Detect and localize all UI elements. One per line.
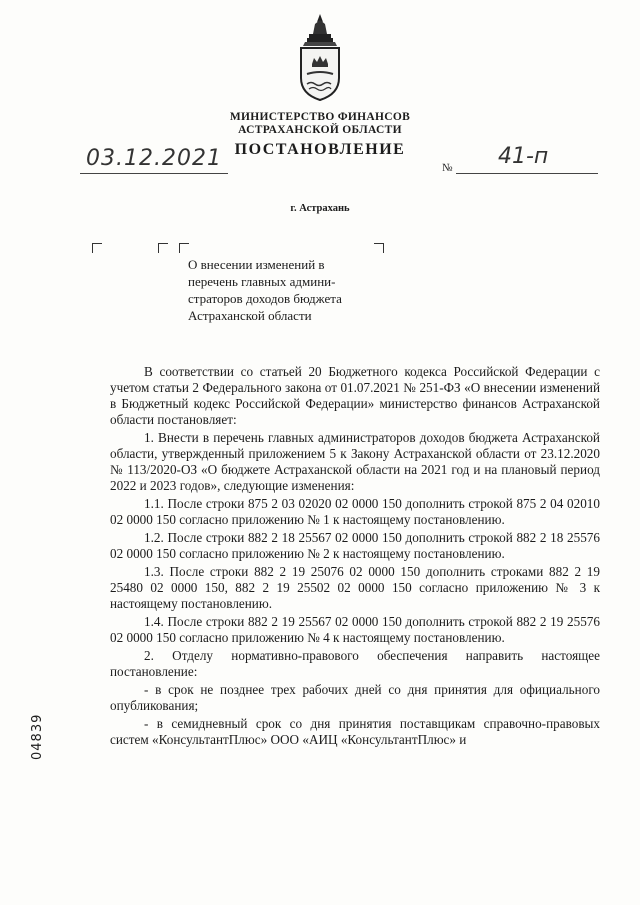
number-sign: № <box>442 162 453 174</box>
document-body <box>110 364 600 750</box>
corner-mark <box>179 243 189 253</box>
body-paragraph: 2. Отделу нормативно-правового обеспечения направить настоящее постановление: <box>110 648 600 679</box>
body-paragraph: В соответствии со статьей 20 Бюджетного кодекса Российской Федерации с учетом статьи 2 Федерального закона от 01.07.2021 № 251-ФЗ «О внесении изменений в Бюджетный кодекс Российской Федерации» министерство финансов Астраханской области постановляет: <box>110 364 600 427</box>
body-paragraph: 1.4. После строки 882 2 19 25567 02 0000 150 дополнить строкой 882 2 19 25576 02 0000 150 согласно приложению № 4 к настоящему постановлению. <box>110 614 600 645</box>
ministry-name-line1: МИНИСТЕРСТВО ФИНАНСОВ <box>229 111 411 123</box>
body-paragraph: - в срок не позднее трех рабочих дней со дня принятия для официального опубликования; <box>110 682 600 713</box>
document-subject <box>188 256 370 324</box>
number-underline <box>456 173 598 174</box>
corner-mark <box>92 243 102 253</box>
corner-mark <box>374 243 384 253</box>
subject-line: перечень главных админи- <box>188 274 336 289</box>
city-label: г. Астрахань <box>290 203 350 214</box>
corner-mark <box>158 243 168 253</box>
body-paragraph: - в семидневный срок со дня принятия поставщикам справочно-правовых систем «КонсультантПлюс» ООО «АИЦ «КонсультантПлюс» и <box>110 716 600 747</box>
astrakhan-coat-of-arms-icon <box>285 12 355 102</box>
margin-registration-number: 04839 <box>30 713 45 760</box>
body-paragraph: 1.2. После строки 882 2 18 25567 02 0000 150 дополнить строкой 882 2 18 25576 02 0000 150 согласно приложению № 2 к настоящему постановлению. <box>110 530 600 561</box>
subject-line: О внесении изменений в <box>188 257 325 272</box>
subject-line: страторов доходов бюджета <box>188 291 342 306</box>
date-underline <box>80 173 228 174</box>
body-paragraph: 1.3. После строки 882 2 19 25076 02 0000 150 дополнить строками 882 2 19 25480 02 0000 150, 882 2 19 25502 02 0000 150 согласно приложению № 3 к настоящему постановлению. <box>110 564 600 611</box>
ministry-name-line2: АСТРАХАНСКОЙ ОБЛАСТИ <box>238 124 402 136</box>
handwritten-date: 03.12.2021 <box>86 146 222 171</box>
body-paragraph: 1. Внести в перечень главных администраторов доходов бюджета Астраханской области, утвержденный приложением 5 к Закону Астраханской области от 23.12.2020 № 113/2020-ОЗ «О бюджете Астраханской области на 2021 год и на плановый период 2022 и 2023 годов», следующие изменения: <box>110 430 600 493</box>
document-type-title: ПОСТАНОВЛЕНИЕ <box>234 141 406 158</box>
subject-line: Астраханской области <box>188 308 312 323</box>
body-paragraph: 1.1. После строки 875 2 03 02020 02 0000 150 дополнить строкой 875 2 04 02010 02 0000 150 согласно приложению № 1 к настоящему постановлению. <box>110 496 600 527</box>
handwritten-number: 41-п <box>498 144 549 169</box>
